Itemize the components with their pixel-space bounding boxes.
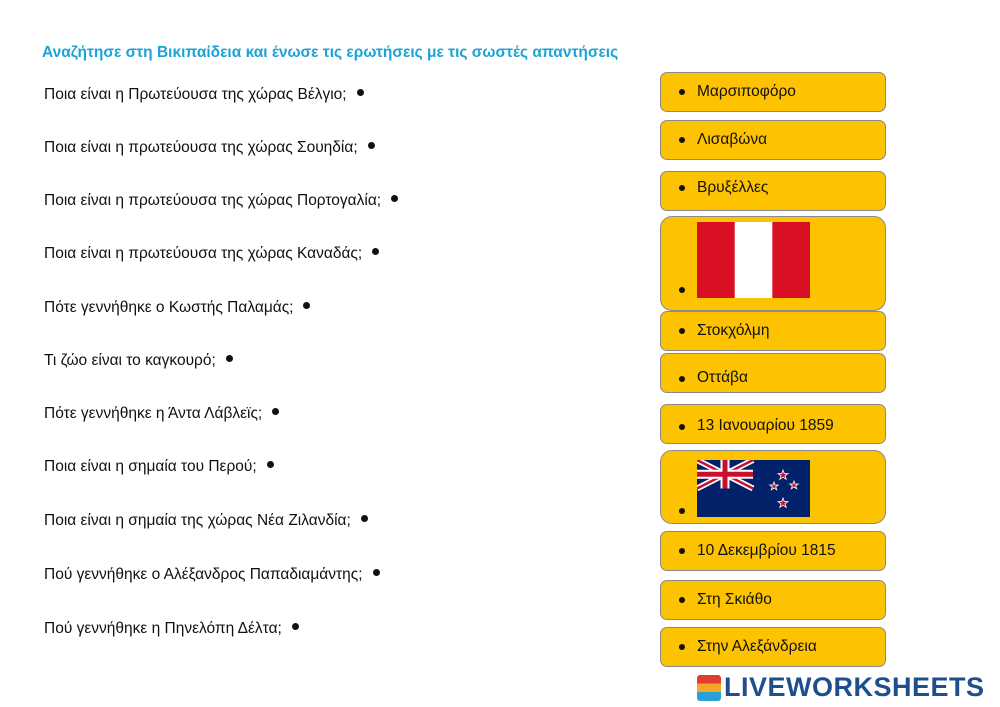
connector-dot[interactable] [292, 623, 299, 630]
connector-dot[interactable] [679, 376, 685, 382]
question-item[interactable]: Ποια είναι η πρωτεύουσα της χώρας Πορτογαλία; [44, 192, 398, 210]
connector-dot[interactable] [679, 185, 685, 191]
new-zealand-flag-icon [697, 460, 810, 517]
question-item[interactable]: Ποια είναι η σημαία του Περού; [44, 458, 274, 476]
connector-dot[interactable] [679, 328, 685, 334]
answer-card[interactable] [660, 450, 886, 524]
connector-dot[interactable] [361, 515, 368, 522]
connector-dot[interactable] [391, 195, 398, 202]
connector-dot[interactable] [679, 508, 685, 514]
connector-dot[interactable] [679, 137, 685, 143]
connector-dot[interactable] [679, 548, 685, 554]
liveworksheets-logo: LIVEWORKSHEETS [697, 672, 985, 703]
connector-dot[interactable] [303, 302, 310, 309]
answer-card[interactable]: Στην Αλεξάνδρεια [660, 627, 886, 667]
answer-card[interactable]: Βρυξέλλες [660, 171, 886, 211]
connector-dot[interactable] [267, 461, 274, 468]
answer-card[interactable]: Μαρσιποφόρο [660, 72, 886, 112]
connector-dot[interactable] [679, 287, 685, 293]
question-item[interactable]: Πού γεννήθηκε ο Αλέξανδρος Παπαδιαμάντης; [44, 566, 380, 584]
instruction-title: Αναζήτησε στη Βικιπαίδεια και ένωσε τις ερωτήσεις με τις σωστές απαντήσεις [42, 44, 619, 61]
question-item[interactable]: Ποια είναι η πρωτεύουσα της χώρας Καναδάς; [44, 245, 379, 263]
connector-dot[interactable] [272, 408, 279, 415]
answer-card[interactable] [660, 216, 886, 311]
connector-dot[interactable] [226, 355, 233, 362]
question-item[interactable]: Πότε γεννήθηκε η Άντα Λάβλεϊς; [44, 405, 279, 423]
question-item[interactable]: Ποια είναι η σημαία της χώρας Νέα Ζιλανδία; [44, 512, 368, 530]
question-item[interactable]: Ποια είναι η πρωτεύουσα της χώρας Σουηδία; [44, 139, 375, 157]
connector-dot[interactable] [357, 89, 364, 96]
peru-flag-icon [697, 222, 810, 298]
connector-dot[interactable] [679, 89, 685, 95]
connector-dot[interactable] [679, 597, 685, 603]
question-item[interactable]: Πότε γεννήθηκε ο Κωστής Παλαμάς; [44, 299, 310, 317]
question-item[interactable]: Ποια είναι η Πρωτεύουσα της χώρας Βέλγιο; [44, 86, 364, 104]
answer-card[interactable]: Οττάβα [660, 353, 886, 393]
answer-card[interactable]: 10 Δεκεμβρίου 1815 [660, 531, 886, 571]
question-item[interactable]: Τι ζώο είναι το καγκουρό; [44, 352, 233, 370]
answer-card[interactable]: Στοκχόλμη [660, 311, 886, 351]
connector-dot[interactable] [372, 248, 379, 255]
connector-dot[interactable] [368, 142, 375, 149]
answer-card[interactable]: 13 Ιανουαρίου 1859 [660, 404, 886, 444]
answer-card[interactable]: Λισαβώνα [660, 120, 886, 160]
question-item[interactable]: Πού γεννήθηκε η Πηνελόπη Δέλτα; [44, 620, 299, 638]
answer-card[interactable]: Στη Σκιάθο [660, 580, 886, 620]
liveworksheets-logo-icon [697, 675, 721, 701]
connector-dot[interactable] [679, 424, 685, 430]
connector-dot[interactable] [373, 569, 380, 576]
connector-dot[interactable] [679, 644, 685, 650]
